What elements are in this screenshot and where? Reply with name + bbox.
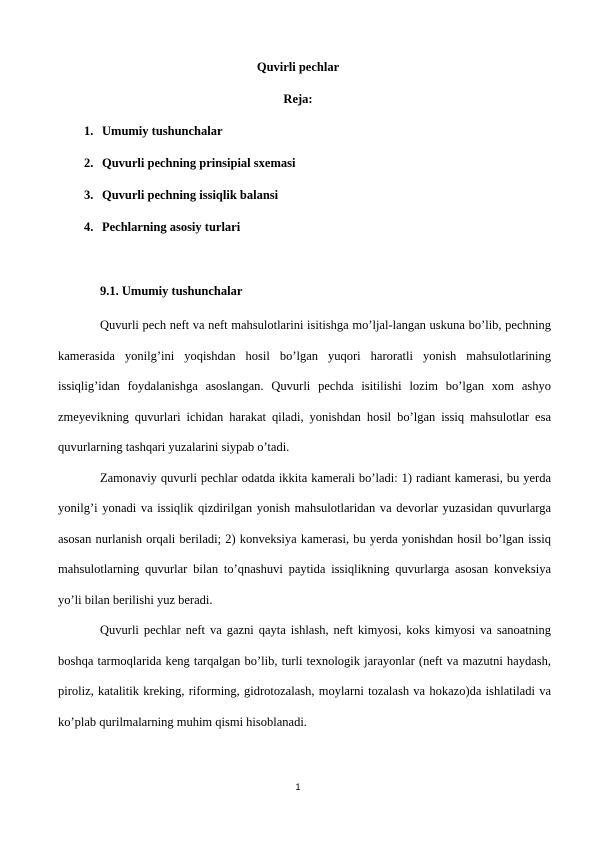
plan-item-text: Quvurli pechning prinsipial sxemasi (102, 156, 296, 170)
plan-item (84, 188, 278, 203)
plan-item-text: Pechlarning asosiy turlari (102, 220, 241, 234)
plan-item (84, 124, 223, 139)
plan-item-text: Umumiy tushunchalar (102, 124, 223, 138)
section-heading: 9.1. Umumiy tushunchalar (100, 284, 243, 298)
body-text (58, 310, 551, 737)
plan-heading: Reja: (283, 92, 313, 106)
plan-item-number: 4. (84, 220, 94, 234)
paragraph: Zamonaviy quvurli pechlar odatda ikkita kamerali bo’ladi: 1) radiant kamerasi, bu yerda yonilg’i yonadi va issiqlik qizdirilgan yonish mahsulotlaridan va devorlar yuzasidan quvurlarga asosan nurlanish orqali beriladi; 2) konveksiya kamerasi, bu yerda yonishdan hosil bo’lgan issiq mahsulotlarning quvurlar bilan to’qnashuvi paytida issiqlikning quvurlarga asosan konveksiya yo’li bilan berilishi yuz beradi. (58, 470, 551, 607)
plan-item-number: 1. (84, 124, 94, 138)
plan-item (84, 156, 295, 171)
page-number: 1 (295, 782, 301, 792)
plan-item (84, 220, 240, 235)
document-title: Quvirli pechlar (256, 60, 340, 74)
plan-item-number: 2. (84, 156, 94, 170)
paragraph: Quvurli pech neft va neft mahsulotlarini isitishga mo’ljal-langan uskuna bo’lib, pechning kamerasida yonilg’ini yoqishdan hosil bo’lgan yuqori haroratli yonish mahsulotlarining issiqlig’idan foydalanishga asoslangan. Quvurli pechda isitilishi lozim bo’lgan xom ashyo zmeyevikning quvurlari ichidan harakat qiladi, yonishdan hosil bo’lgan issiq mahsulotlar esa quvurlarning tashqari yuzalarini siypab o’tadi. (58, 318, 551, 454)
plan-item-number: 3. (84, 188, 94, 202)
plan-item-text: Quvurli pechning issiqlik balansi (102, 188, 279, 202)
paragraph: Quvurli pechlar neft va gazni qayta ishlash, neft kimyosi, koks kimyosi va sanoatning boshqa tarmoqlarida keng tarqalgan bo’lib, turli texnologik jarayonlar (neft va mazutni haydash, piroliz, katalitik kreking, riforming, gidrotozalash, moylarni tozalash va hokazo)da ishlatiladi va ko’plab qurilmalarning muhim qismi hisoblanadi. (58, 623, 551, 729)
